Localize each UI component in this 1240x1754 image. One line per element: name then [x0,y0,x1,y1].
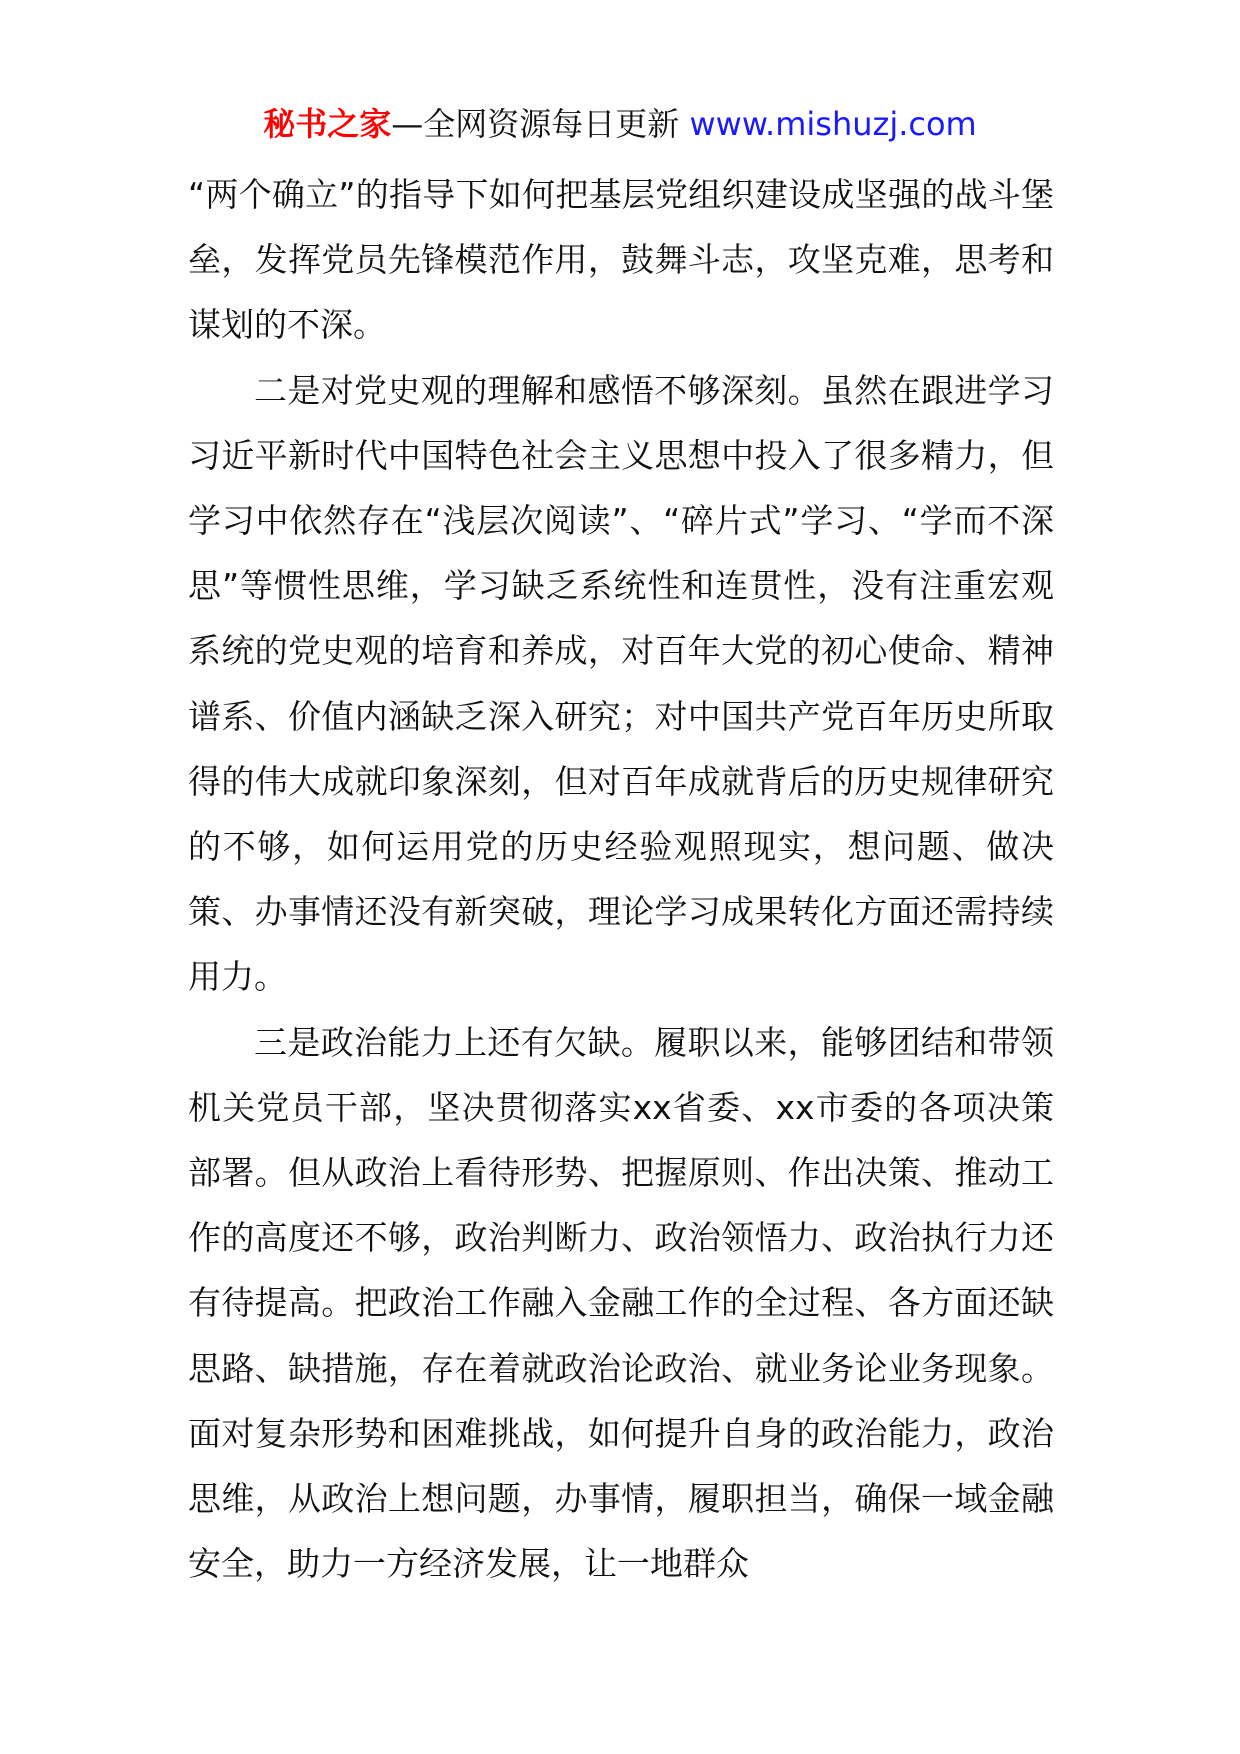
paragraph-continuation: “两个确立”的指导下如何把基层党组织建设成坚强的战斗堡垒，发挥党员先锋模范作用，鼓舞斗志，攻坚克难，思考和谋划的不深。 [188,175,1054,345]
header-url[interactable]: www.mishuzj.com [689,105,977,143]
header-tagline: —全网资源每日更新 [391,105,680,143]
header-brand: 秘书之家 [263,105,392,143]
page-header [0,100,1240,148]
paragraph-party-history: 二是对党史观的理解和感悟不够深刻。虽然在跟进学习习近平新时代中国特色社会主义思想中投入了很多精力，但学习中依然存在“浅层次阅读”、“碎片式”学习、“学而不深思”等惯性思维，学习缺乏系统性和连贯性，没有注重宏观系统的党史观的培育和养成，对百年大党的初心使命、精神谱系、价值内涵缺乏深入研究；对中国共产党百年历史所取得的伟大成就印象深刻，但对百年成就背后的历史规律研究的不够，如何运用党的历史经验观照现实，想问题、做决策、办事情还没有新突破，理论学习成果转化方面还需持续用力。 [188,370,1054,997]
document-body [188,162,1054,1596]
paragraph-political-ability: 三是政治能力上还有欠缺。履职以来，能够团结和带领机关党员干部，坚决贯彻落实xx省委、xx市委的各项决策部署。但从政治上看待形势、把握原则、作出决策、推动工作的高度还不够，政治判断力、政治领悟力、政治执行力还有待提高。把政治工作融入金融工作的全过程、各方面还缺思路、缺措施，存在着就政治论政治、就业务论业务现象。面对复杂形势和困难挑战，如何提升自身的政治能力，政治思维，从政治上想问题，办事情，履职担当，确保一域金融安全，助力一方经济发展，让一地群众 [188,1022,1054,1584]
